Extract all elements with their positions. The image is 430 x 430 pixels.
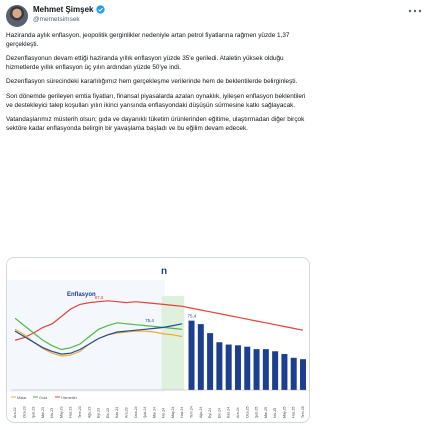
bar [226, 345, 232, 390]
bar [216, 342, 222, 390]
x-tick-label: Şub.25 [254, 406, 259, 418]
author-handle[interactable]: @memetsimsek [33, 16, 80, 23]
x-tick-label: Eyl.24 [208, 408, 213, 418]
x-tick-label: Haz.24 [180, 406, 185, 418]
tweet-paragraph: Son dönemde gerileyen emtia fiyatları, finansal piyasalarda azalan oynaklık, iyileşen enflasyon beklentileri ve destekleyici talep koşulları yılın ikinci yarısında enflasyondaki düşüşün sürmesine katkı sağlayacak. [6, 92, 306, 109]
bar [272, 351, 278, 390]
x-tick-label: Tem.23 [78, 406, 83, 418]
inflation-chart [7, 258, 310, 423]
bar [291, 358, 297, 390]
x-tick-label: Şub.24 [143, 406, 148, 418]
bar [263, 349, 269, 390]
x-tick-label: Eyl.23 [96, 408, 101, 418]
x-tick-label: Ağu.23 [87, 406, 92, 418]
x-tick-label: May.25 [282, 406, 287, 418]
verified-badge-icon [96, 5, 105, 14]
chart-header-band [7, 258, 310, 278]
x-tick-label: Eki.23 [105, 408, 110, 418]
data-label: 97,6 [94, 294, 104, 300]
bar [235, 345, 241, 390]
highlight-band [162, 296, 185, 390]
data-label: 75,4 [187, 313, 197, 319]
tweet-paragraph: Dezenflasyonun devam ettiği haziranda yıllık enflasyon yüzde 35'e geriledi. Ataletin yüksek olduğu hizmetlerde yıllık enflasyon üç yılın ardından yüzde 50'ye indi. [6, 55, 284, 71]
tweet-paragraph: Dezenflasyon sürecindeki kararlılığımız hem gerçekleşme verilerinde hem de beklentilerde belirginleşti. [6, 78, 298, 86]
more-options-icon[interactable] [408, 8, 422, 14]
data-label: 75,4 [145, 317, 154, 323]
bar [244, 347, 250, 390]
tweet-paragraph: Haziranda aylık enflasyon, jeopolitik gerginlikler nedeniyle artan petrol fiyatlarına rağmen yüzde 1,37 gerçekleşti. [6, 32, 290, 48]
x-tick-label: Kas.23 [115, 406, 120, 418]
x-tick-label: May.23 [59, 406, 64, 418]
legend-label: Malar [17, 396, 27, 400]
x-tick-label: Nis.23 [50, 407, 55, 418]
bar [281, 354, 287, 390]
bar [207, 333, 213, 390]
x-tick-label: Nis.25 [273, 407, 278, 418]
x-tick-label: Kas.24 [226, 406, 231, 418]
x-tick-label: Tem.25 [301, 406, 305, 418]
x-tick-label: Mar.23 [40, 407, 45, 418]
bar [300, 359, 306, 390]
legend-label: Gıda [39, 396, 48, 400]
x-tick-label: Mar.24 [152, 407, 157, 418]
x-tick-label: Ağu.24 [198, 406, 203, 418]
x-tick-label: Ara.23 [124, 407, 129, 418]
bar [189, 321, 195, 390]
chart-title: Enflasyon [67, 292, 96, 298]
x-tick-label: Şub.23 [31, 406, 36, 418]
author-name-row [33, 5, 105, 14]
legend-label: Hizmetler [61, 396, 78, 400]
x-tick-label: Haz.23 [68, 406, 73, 418]
x-tick-label: Ara.24 [235, 407, 240, 418]
chart-header-glyph: n [161, 266, 168, 277]
x-tick-label: Oca.25 [245, 406, 250, 418]
author-name[interactable]: Mehmet Şimşek [33, 5, 94, 14]
x-tick-label: Haz.25 [291, 406, 296, 418]
x-tick-label: Eki.24 [217, 408, 222, 418]
x-tick-label: Mar.25 [263, 407, 268, 418]
avatar[interactable] [6, 5, 28, 27]
x-tick-label: Oca.24 [133, 406, 138, 418]
x-tick-label: Tem.24 [189, 406, 194, 418]
x-tick-label: Ara.22 [13, 407, 17, 418]
bar [254, 349, 260, 390]
x-tick-label: May.24 [170, 406, 175, 418]
x-tick-label: Nis.24 [161, 407, 166, 418]
x-tick-label: Oca.23 [22, 406, 27, 418]
tweet-header [6, 4, 424, 30]
chart-image-card[interactable] [6, 257, 310, 423]
tweet-text [6, 32, 306, 139]
tweet-paragraph: Vatandaşlarımız müsterih olsun; gıda ve dayanıklı tüketim ürünlerinden eğitime, ulaştırmadan diğer birçok sektöre kadar enflasyonda belirgin bir yavaşlama başladı ve bu eğilim devam edecek. [6, 116, 305, 132]
bar [198, 324, 204, 390]
